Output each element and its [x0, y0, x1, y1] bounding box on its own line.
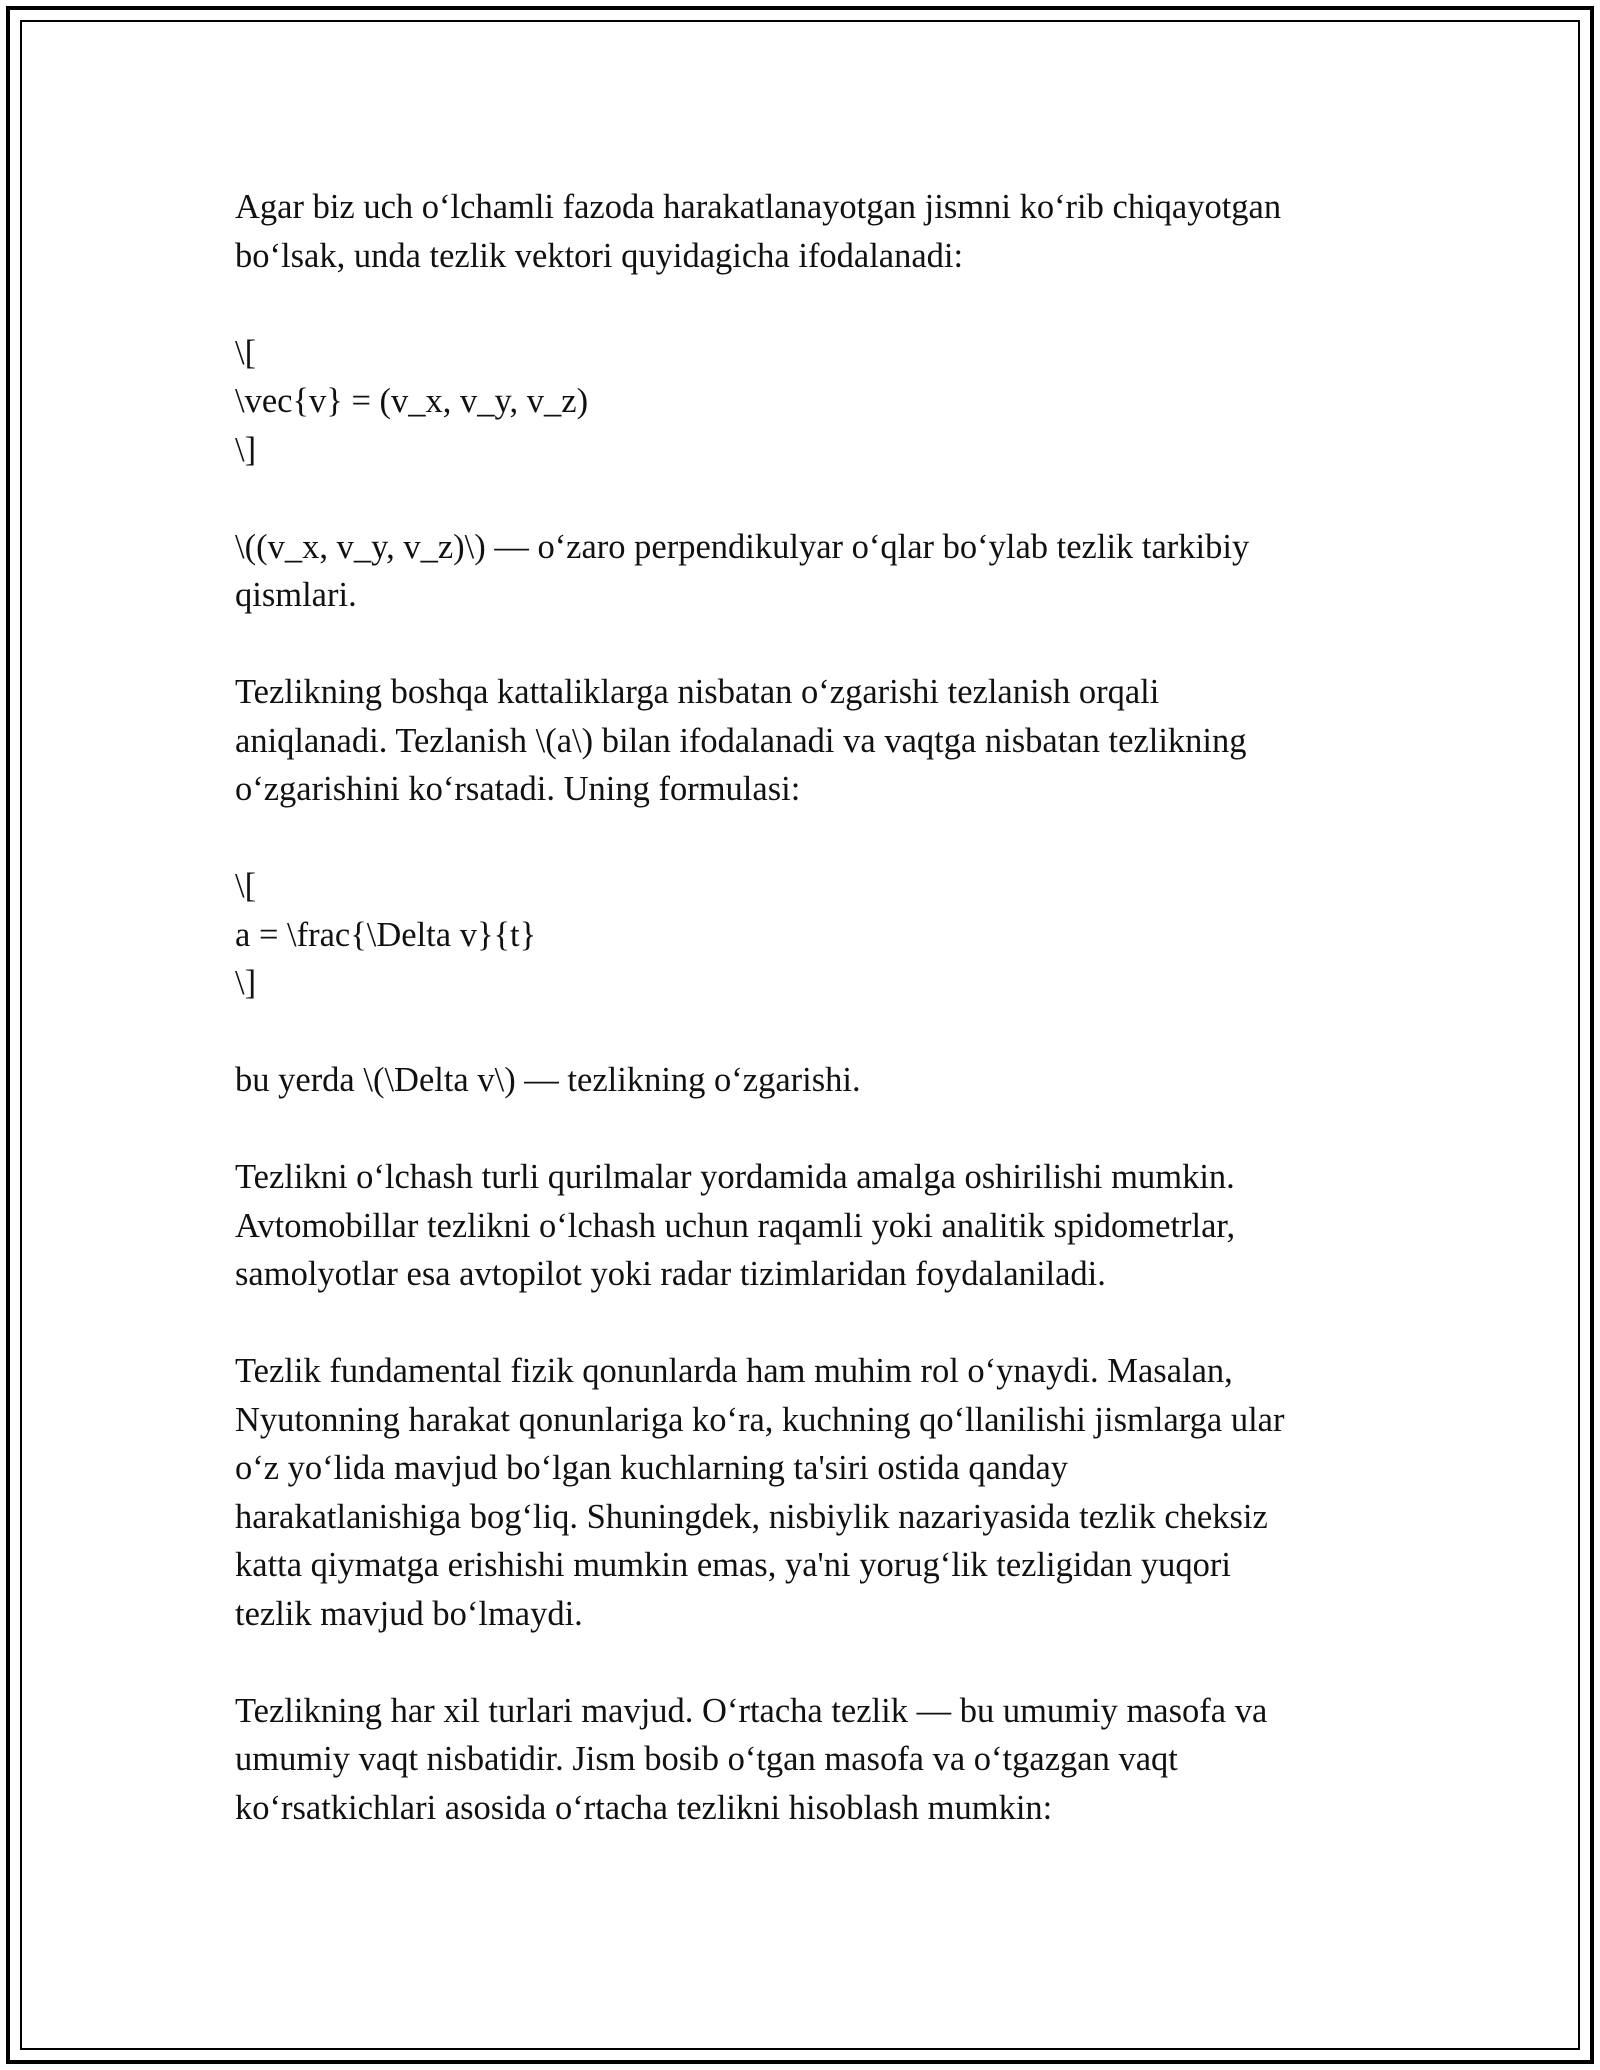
formula-line: a = \frac{\Delta v}{t} [235, 915, 537, 954]
paragraph-spacer [235, 474, 1385, 523]
formula-line: \vec{v} = (v_x, v_y, v_z) [235, 382, 589, 420]
paragraph-spacer [235, 1638, 1385, 1687]
formula-line: \[ [235, 333, 257, 372]
text-line: samolyotlar esa avtopilot yoki radar tizimlaridan foydalaniladi. [235, 1255, 1106, 1293]
text-line: o‘zgarishini ko‘rsatadi. Uning formulasi: [235, 770, 801, 808]
paragraph [235, 1347, 1385, 1638]
text-line: qismlari. [235, 576, 357, 614]
paragraph [235, 668, 1385, 814]
text-line: o‘z yo‘lida mavjud bo‘lgan kuchlarning ta'siri ostida qanday [235, 1449, 1069, 1487]
text-line: Tezlikning boshqa kattaliklarga nisbatan o‘zgarishi tezlanish orqali [235, 673, 1160, 711]
paragraph [235, 1153, 1385, 1299]
text-line: Agar biz uch o‘lchamli fazoda harakatlanayotgan jismni ko‘rib chiqayotgan [235, 188, 1282, 226]
paragraph-spacer [235, 1299, 1385, 1348]
text-line: Avtomobillar tezlikni o‘lchash uchun raqamli yoki analitik spidometrlar, [235, 1206, 1236, 1245]
formula-line: \] [235, 964, 257, 1002]
paragraph [235, 183, 1385, 280]
paragraph [235, 523, 1385, 620]
paragraph [235, 1687, 1385, 1833]
text-line: Nyutonning harakat qonunlariga ko‘ra, kuchning qo‘llanilishi jismlarga ular [235, 1400, 1285, 1439]
text-line: Tezlikni o‘lchash turli qurilmalar yordamida amalga oshirilishi mumkin. [235, 1158, 1235, 1196]
text-line: bo‘lsak, unda tezlik vektori quyidagicha ifodalanadi: [235, 236, 964, 275]
text-line: tezlik mavjud bo‘lmaydi. [235, 1594, 583, 1633]
text-line: ko‘rsatkichlari asosida o‘rtacha tezlikni hisoblash mumkin: [235, 1788, 1053, 1827]
display-formula [235, 862, 1385, 1008]
paragraph-spacer [235, 280, 1385, 329]
paragraph [235, 1056, 1385, 1105]
display-formula [235, 329, 1385, 475]
text-line: umumiy vaqt nisbatidir. Jism bosib o‘tgan masofa va o‘tgazgan vaqt [235, 1740, 1178, 1778]
formula-line: \] [235, 430, 257, 469]
paragraph-spacer [235, 620, 1385, 669]
text-line: katta qiymatga erishishi mumkin emas, ya'ni yorug‘lik tezligidan yuqori [235, 1546, 1231, 1584]
text-line: aniqlanadi. Tezlanish \(a\) bilan ifodalanadi va vaqtga nisbatan tezlikning [235, 721, 1247, 760]
paragraph-spacer [235, 1008, 1385, 1057]
text-line: Tezlikning har xil turlari mavjud. O‘rtacha tezlik — bu umumiy masofa va [235, 1691, 1268, 1730]
paragraph-spacer [235, 814, 1385, 863]
text-line: Tezlik fundamental fizik qonunlarda ham muhim rol o‘ynaydi. Masalan, [235, 1352, 1233, 1390]
paragraph-spacer [235, 1105, 1385, 1154]
formula-line: \[ [235, 867, 257, 905]
text-line: bu yerda \(\Delta v\) — tezlikning o‘zgarishi. [235, 1061, 861, 1099]
text-line: \((v_x, v_y, v_z)\) — o‘zaro perpendikulyar o‘qlar bo‘ylab tezlik tarkibiy [235, 527, 1250, 566]
text-line: harakatlanishiga bog‘liq. Shuningdek, nisbiylik nazariyasida tezlik cheksiz [235, 1497, 1268, 1536]
document-body [235, 183, 1385, 1832]
